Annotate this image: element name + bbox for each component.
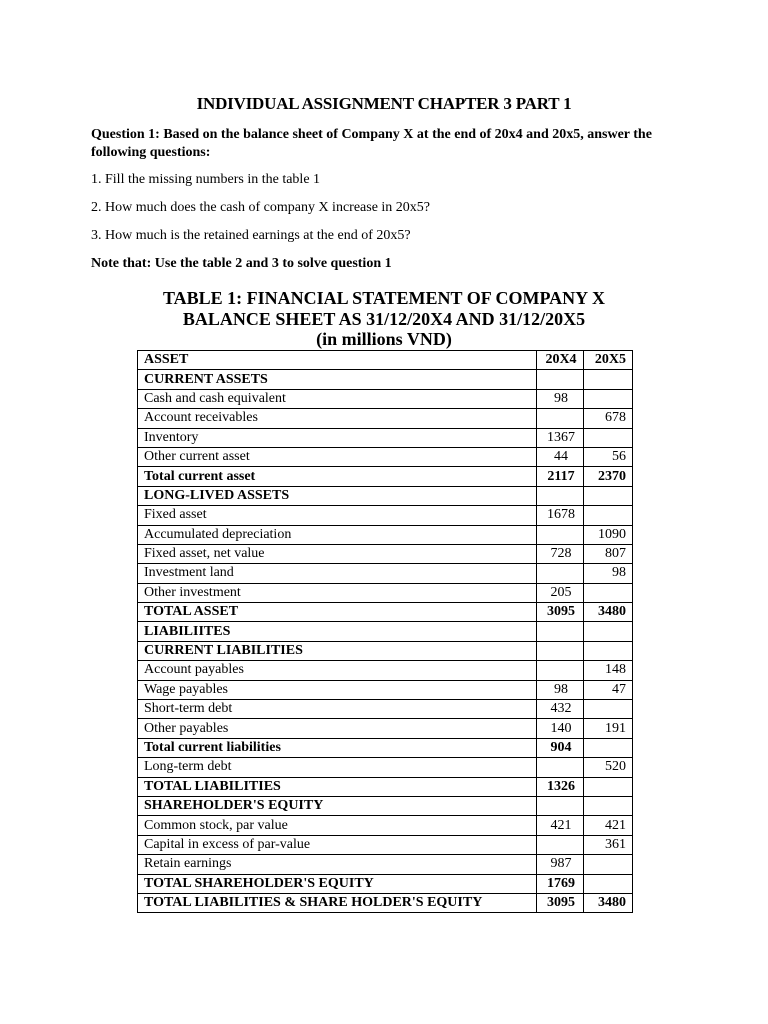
value-20x5-cell: 2370: [584, 467, 633, 486]
value-20x4-cell: 20X4: [537, 351, 584, 370]
value-20x4-cell: [537, 796, 584, 815]
row-label-cell: Common stock, par value: [138, 816, 537, 835]
table-title-line-3: (in millions VND): [316, 329, 452, 349]
table-row: [138, 622, 633, 641]
table-row: [138, 370, 633, 389]
balance-sheet-table: [137, 350, 633, 913]
question-1-prompt: Question 1: Based on the balance sheet of Company X at the end of 20x4 and 20x5, answer the following questions:: [91, 127, 652, 160]
value-20x5-cell: [584, 700, 633, 719]
row-label-cell: Account payables: [138, 661, 537, 680]
table-row: [138, 758, 633, 777]
value-20x5-cell: [584, 486, 633, 505]
table-title-line-1: TABLE 1: FINANCIAL STATEMENT OF COMPANY X: [162, 288, 606, 308]
value-20x5-cell: 1090: [584, 525, 633, 544]
row-label-cell: Account receivables: [138, 409, 537, 428]
value-20x4-cell: 1769: [537, 874, 584, 893]
value-20x5-cell: 807: [584, 544, 633, 563]
table-row: [138, 700, 633, 719]
value-20x5-cell: [584, 583, 633, 602]
value-20x5-cell: 56: [584, 447, 633, 466]
value-20x5-cell: 520: [584, 758, 633, 777]
table-row: [138, 719, 633, 738]
value-20x4-cell: [537, 758, 584, 777]
row-label-cell: ASSET: [138, 351, 537, 370]
value-20x5-cell: 421: [584, 816, 633, 835]
table-row: [138, 409, 633, 428]
table-row: [138, 603, 633, 622]
row-label-cell: TOTAL LIABILITIES & SHARE HOLDER'S EQUITY: [138, 893, 537, 912]
row-label-cell: Short-term debt: [138, 700, 537, 719]
value-20x5-cell: 47: [584, 680, 633, 699]
value-20x4-cell: [537, 835, 584, 854]
value-20x4-cell: 205: [537, 583, 584, 602]
row-label-cell: Total current liabilities: [138, 738, 537, 757]
value-20x5-cell: 191: [584, 719, 633, 738]
table-title-line-2: BALANCE SHEET AS 31/12/20X4 AND 31/12/20X5: [182, 309, 586, 329]
table-row: [138, 544, 633, 563]
row-label-cell: LONG-LIVED ASSETS: [138, 486, 537, 505]
value-20x5-cell: 98: [584, 564, 633, 583]
value-20x4-cell: 904: [537, 738, 584, 757]
value-20x4-cell: 3095: [537, 603, 584, 622]
table-row: [138, 486, 633, 505]
row-label-cell: Retain earnings: [138, 855, 537, 874]
row-label-cell: CURRENT LIABILITIES: [138, 641, 537, 660]
table-row: [138, 641, 633, 660]
value-20x5-cell: 678: [584, 409, 633, 428]
note-text: Note that: Use the table 2 and 3 to solve question 1: [91, 256, 392, 271]
row-label-cell: Inventory: [138, 428, 537, 447]
value-20x4-cell: 3095: [537, 893, 584, 912]
row-label-cell: Other investment: [138, 583, 537, 602]
value-20x5-cell: 20X5: [584, 351, 633, 370]
row-label-cell: CURRENT ASSETS: [138, 370, 537, 389]
row-label-cell: Total current asset: [138, 467, 537, 486]
table-row: [138, 506, 633, 525]
value-20x4-cell: 421: [537, 816, 584, 835]
question-item-3: 3. How much is the retained earnings at the end of 20x5?: [91, 228, 411, 243]
row-label-cell: Other current asset: [138, 447, 537, 466]
value-20x5-cell: 3480: [584, 893, 633, 912]
value-20x4-cell: [537, 661, 584, 680]
table-row: [138, 447, 633, 466]
row-label-cell: Fixed asset: [138, 506, 537, 525]
table-row: [138, 874, 633, 893]
value-20x5-cell: [584, 622, 633, 641]
table-row: [138, 777, 633, 796]
row-label-cell: Cash and cash equivalent: [138, 389, 537, 408]
value-20x4-cell: 987: [537, 855, 584, 874]
value-20x5-cell: 361: [584, 835, 633, 854]
value-20x5-cell: [584, 777, 633, 796]
row-label-cell: TOTAL ASSET: [138, 603, 537, 622]
value-20x4-cell: 1367: [537, 428, 584, 447]
value-20x4-cell: 432: [537, 700, 584, 719]
value-20x5-cell: [584, 389, 633, 408]
row-label-cell: Accumulated depreciation: [138, 525, 537, 544]
row-label-cell: TOTAL LIABILITIES: [138, 777, 537, 796]
table-row: [138, 835, 633, 854]
table-row: [138, 564, 633, 583]
value-20x4-cell: 140: [537, 719, 584, 738]
value-20x5-cell: [584, 874, 633, 893]
value-20x4-cell: 98: [537, 680, 584, 699]
question-item-1: 1. Fill the missing numbers in the table 1: [91, 172, 321, 187]
value-20x4-cell: 2117: [537, 467, 584, 486]
table-row: [138, 816, 633, 835]
row-label-cell: TOTAL SHAREHOLDER'S EQUITY: [138, 874, 537, 893]
row-label-cell: Capital in excess of par-value: [138, 835, 537, 854]
table-row: [138, 661, 633, 680]
value-20x5-cell: [584, 428, 633, 447]
row-label-cell: Long-term debt: [138, 758, 537, 777]
value-20x5-cell: 148: [584, 661, 633, 680]
value-20x4-cell: [537, 622, 584, 641]
table-row: [138, 351, 633, 370]
table-row: [138, 389, 633, 408]
table-row: [138, 680, 633, 699]
table-row: [138, 855, 633, 874]
value-20x4-cell: [537, 641, 584, 660]
table-row: [138, 738, 633, 757]
value-20x4-cell: [537, 525, 584, 544]
value-20x5-cell: [584, 796, 633, 815]
row-label-cell: Fixed asset, net value: [138, 544, 537, 563]
row-label-cell: Other payables: [138, 719, 537, 738]
row-label-cell: SHAREHOLDER'S EQUITY: [138, 796, 537, 815]
value-20x4-cell: [537, 486, 584, 505]
table-row: [138, 583, 633, 602]
value-20x4-cell: 1678: [537, 506, 584, 525]
question-item-2: 2. How much does the cash of company X increase in 20x5?: [91, 200, 431, 215]
row-label-cell: Wage payables: [138, 680, 537, 699]
value-20x5-cell: [584, 506, 633, 525]
value-20x4-cell: 98: [537, 389, 584, 408]
value-20x5-cell: [584, 855, 633, 874]
table-row: [138, 796, 633, 815]
document-title: INDIVIDUAL ASSIGNMENT CHAPTER 3 PART 1: [196, 94, 572, 113]
value-20x5-cell: 3480: [584, 603, 633, 622]
value-20x5-cell: [584, 370, 633, 389]
table-row: [138, 525, 633, 544]
value-20x5-cell: [584, 641, 633, 660]
value-20x4-cell: [537, 409, 584, 428]
value-20x4-cell: [537, 370, 584, 389]
value-20x4-cell: 44: [537, 447, 584, 466]
value-20x5-cell: [584, 738, 633, 757]
table-row: [138, 893, 633, 912]
value-20x4-cell: [537, 564, 584, 583]
table-row: [138, 428, 633, 447]
value-20x4-cell: 728: [537, 544, 584, 563]
row-label-cell: LIABILIITES: [138, 622, 537, 641]
table-row: [138, 467, 633, 486]
value-20x4-cell: 1326: [537, 777, 584, 796]
row-label-cell: Investment land: [138, 564, 537, 583]
